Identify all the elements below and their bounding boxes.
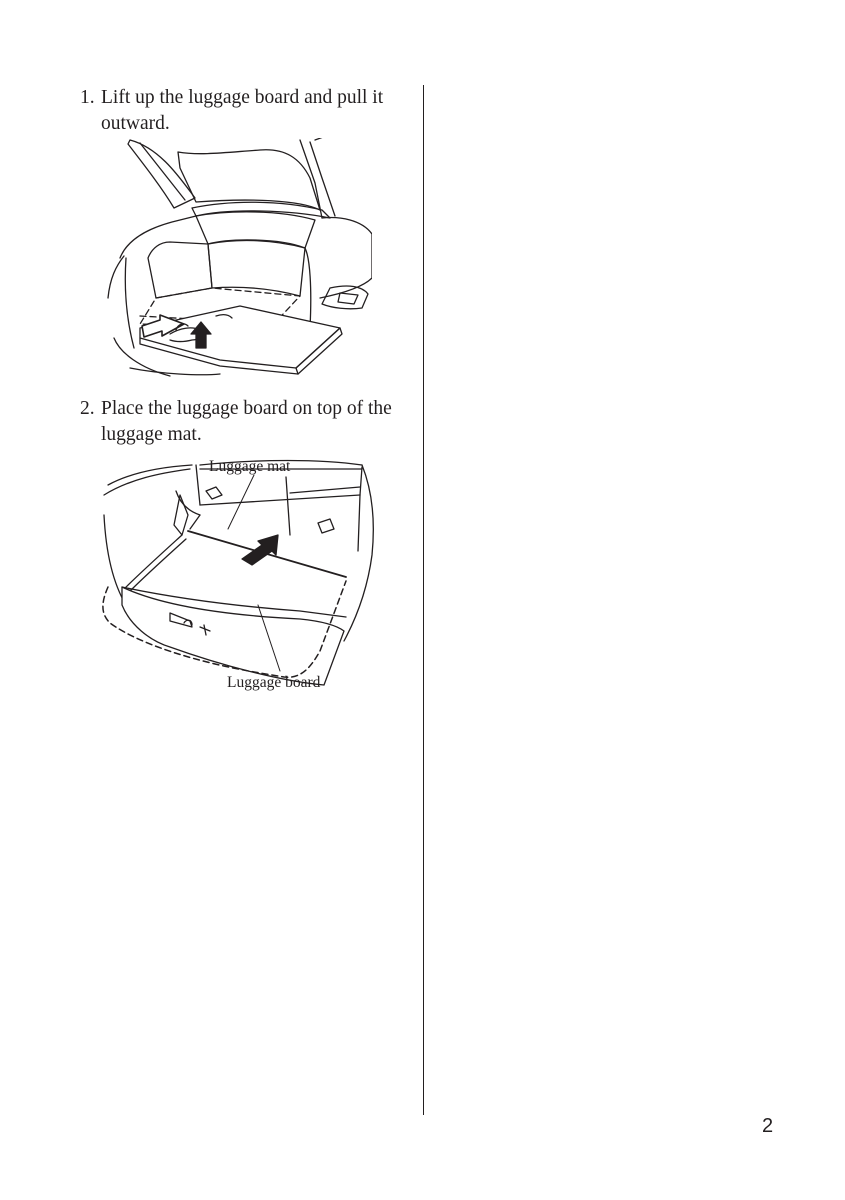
trunk-left-wall [148,242,212,298]
column-divider [423,85,424,1115]
tie-down-tab [206,487,222,499]
push-arrow [242,535,278,565]
support-strut-left [128,140,195,208]
right-wall [344,465,373,641]
step-1 [80,85,410,137]
step-text: Lift up the luggage board and pull it outward. [101,87,384,134]
mat-back-edge [200,495,360,505]
luggage-board [122,587,344,685]
step-2 [80,396,410,448]
hatch-door [178,150,320,210]
step-text: Place the luggage board on top of the luggage mat. [101,398,392,445]
left-side-floor-edge [122,535,182,591]
trunk-illustration-place-board [100,455,380,705]
tail-light [322,286,368,309]
step-number: 1. [80,87,95,108]
rear-seat-top-left [104,469,190,495]
step-number: 2. [80,398,95,419]
hatch-lower-edge [192,202,330,218]
page-number: 2 [762,1115,774,1137]
tie-down-tab [318,519,334,533]
callout-luggage-mat: Luggage mat [209,458,291,475]
body-left-outline [120,216,196,258]
trunk-illustration-lift-board [100,138,372,378]
trunk-back-wall [208,241,305,296]
callout-luggage-board: Luggage board [227,674,321,691]
